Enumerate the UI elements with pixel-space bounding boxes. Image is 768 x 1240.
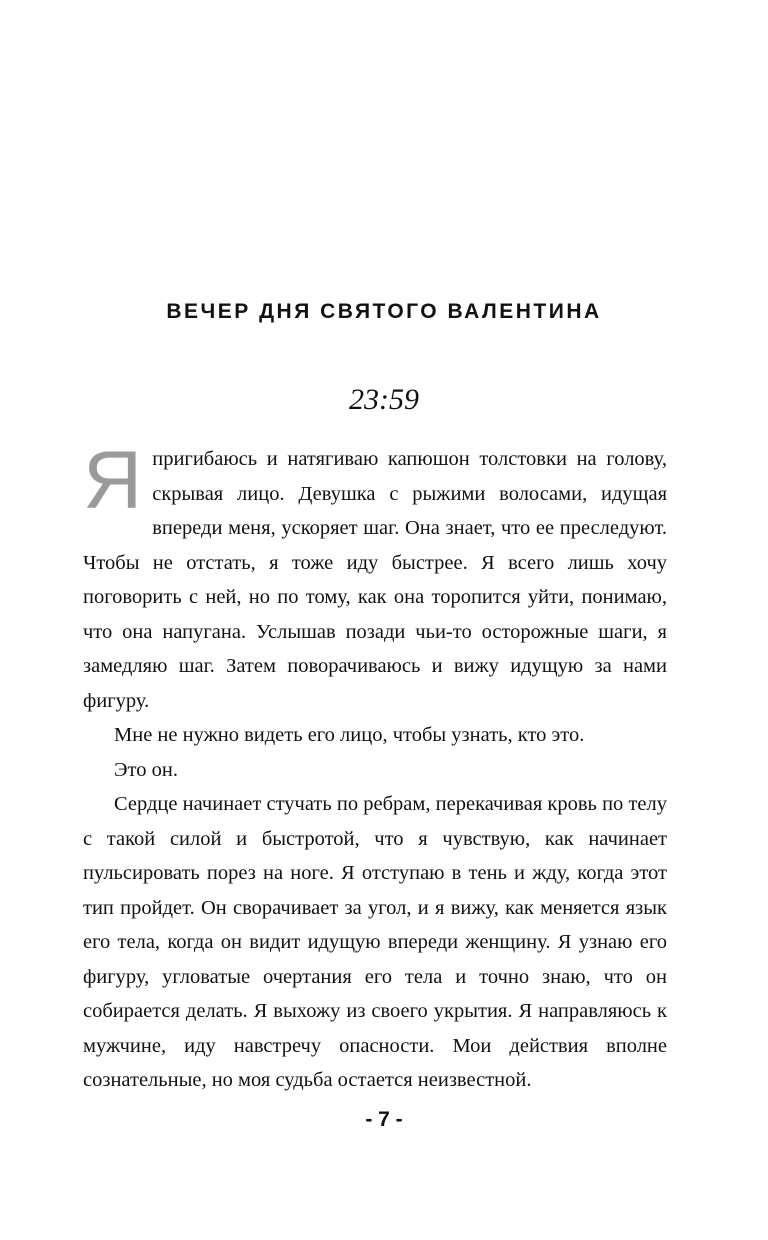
paragraph-2: Мне не нужно видеть его лицо, чтобы узнать, кто это. (114, 724, 585, 746)
paragraph-3: Это он. (114, 758, 178, 781)
body-text (83, 435, 667, 1098)
paragraph-4: Сердце начинает стучать по ребрам, перекачивая кровь по телу с такой силой и быстротой, что я чувствую, как начинает пульсировать порез на ноге. Я отступаю в тень и жду, когда этот тип пройдет. Он сворачивает за угол, и я вижу, как меняется язык его тела, когда он видит идущую впереди женщину. Я узнаю его фигуру, угловатые очертания его тела и точно знаю, что он собирается делать. Я выхожу из своего укрытия. Я направляюсь к мужчине, иду навстречу опасности. Мои действия вполне сознательные, но моя судьба остается неизвестной. (83, 793, 667, 1091)
page-number: - 7 - (365, 1108, 403, 1131)
paragraph-1 (83, 435, 667, 718)
paragraph-1-text: пригибаюсь и натягиваю капюшон толстовки на голову, скрывая лицо. Девушка с рыжими волосами, идущая впереди меня, ускоряет шаг. Она знает, что ее преследуют. Чтобы не отстать, я тоже иду быстрее. Я всего лишь хочу поговорить с ней, но по тому, как она торопится уйти, понимаю, что она напугана. Услышав позади чьи-то осторожные шаги, я замедляю шаг. Затем поворачиваюсь и вижу идущую за нами фигуру. (83, 448, 667, 712)
drop-cap: Я (83, 435, 143, 526)
chapter-title: ВЕЧЕР ДНЯ СВЯТОГО ВАЛЕНТИНА (166, 300, 602, 323)
time-heading: 23:59 (349, 383, 419, 416)
